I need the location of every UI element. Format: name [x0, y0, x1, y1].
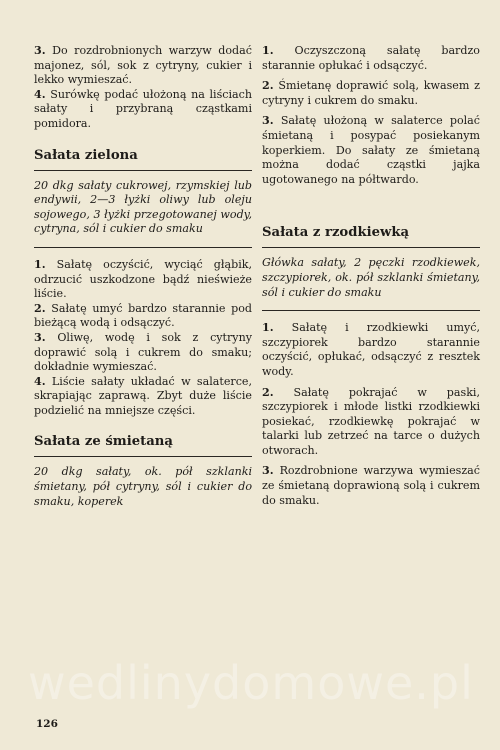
recipe-title-salata-zielona: Sałata zielona — [34, 148, 252, 171]
recipe-step — [34, 375, 252, 419]
step-number: 3. — [262, 464, 274, 478]
recipe-title-salata-ze-smietana: Sałata ze śmietaną — [34, 434, 252, 457]
recipe-step — [34, 258, 252, 302]
step-number: 1. — [34, 257, 46, 271]
intro-step — [34, 88, 252, 132]
step-number: 1. — [262, 321, 274, 335]
step-number: 4. — [34, 374, 46, 388]
step-number: 1. — [262, 44, 274, 57]
step-text: Do rozdrobnionych warzyw dodać majonez, sól, sok z cytryny, cukier i lekko wymieszać. — [34, 44, 252, 87]
step-number: 2. — [262, 79, 274, 93]
recipe-step — [34, 331, 252, 375]
step-text: Oliwę, wodę i sok z cytryny doprawić solą i cukrem do smaku; dokładnie wymieszać. — [34, 330, 252, 374]
recipe-step — [262, 386, 480, 459]
step-number: 3. — [34, 330, 46, 344]
recipe-step — [262, 464, 480, 508]
step-text: Sałatę oczyścić, wyciąć głąbik, odrzucić uszkodzone bądź nieświeże liście. — [34, 257, 252, 301]
step-number: 3. — [262, 114, 274, 128]
watermark: wedlinydomowe.pl — [28, 656, 474, 710]
step-text: Sałatę pokrajać w paski, szczypiorek i młode listki rzodkiewki posiekać, rzodkiewkę pokrajać w talarki lub zetrzeć na tarce o dużych otworach. — [262, 385, 480, 457]
continued-step — [262, 44, 480, 73]
page-number: 126 — [36, 718, 58, 730]
step-number: 4. — [34, 87, 46, 101]
step-number: 2. — [262, 385, 274, 399]
ingredients-salata-ze-smietana: 20 dkg sałaty, ok. pół szklanki śmietany, pół cytryny, sól i cukier do smaku, koperek — [34, 465, 252, 508]
right-column — [262, 44, 480, 508]
step-text: Sałatę i rzodkiewki umyć, szczypiorek bardzo starannie oczyścić, opłukać, odsączyć z resztek wody. — [262, 321, 481, 378]
recipe-step — [34, 302, 252, 331]
step-number: 2. — [34, 301, 46, 315]
ingredients-salata-z-rzodkiewka: Główka sałaty, 2 pęczki rzodkiewek, szczypiorek, ok. pół szklanki śmietany, sól i cukier do smaku — [262, 256, 480, 311]
recipe-title-salata-z-rzodkiewka: Sałata z rzodkiewką — [262, 225, 480, 248]
continued-step — [262, 79, 480, 108]
step-text: Rozdrobnione warzywa wymieszać ze śmietaną doprawioną solą i cukrem do smaku. — [262, 464, 481, 507]
intro-step — [34, 44, 252, 88]
step-text: Liście sałaty układać w salaterce, skrapiając zaprawą. Zbyt duże liście podzielić na mniejsze części. — [34, 374, 252, 417]
step-number: 3. — [34, 44, 46, 57]
left-column — [34, 44, 252, 529]
step-text: Sałatę ułożoną w salaterce polać śmietaną i posypać posiekanym koperkiem. Do sałaty ze śmietaną można dodać cząstki jajka ugotowanego na półtwardo. — [262, 114, 481, 186]
step-text: Surówkę podać ułożoną na liściach sałaty i przybraną cząstkami pomidora. — [34, 87, 252, 130]
continued-step — [262, 114, 480, 187]
step-text: Oczyszczoną sałatę bardzo starannie opłukać i odsączyć. — [262, 44, 480, 72]
step-text: Śmietanę doprawić solą, kwasem z cytryny i cukrem do smaku. — [262, 79, 480, 107]
ingredients-salata-zielona: 20 dkg sałaty cukrowej, rzymskiej lub endywii, 2—3 łyżki oliwy lub oleju sojowego, 3 łyżki przegotowanej wody, cytryna, sól i cukier do smaku — [34, 179, 252, 248]
step-text: Sałatę umyć bardzo starannie pod bieżącą wodą i odsączyć. — [34, 301, 252, 330]
recipe-step — [262, 321, 480, 379]
